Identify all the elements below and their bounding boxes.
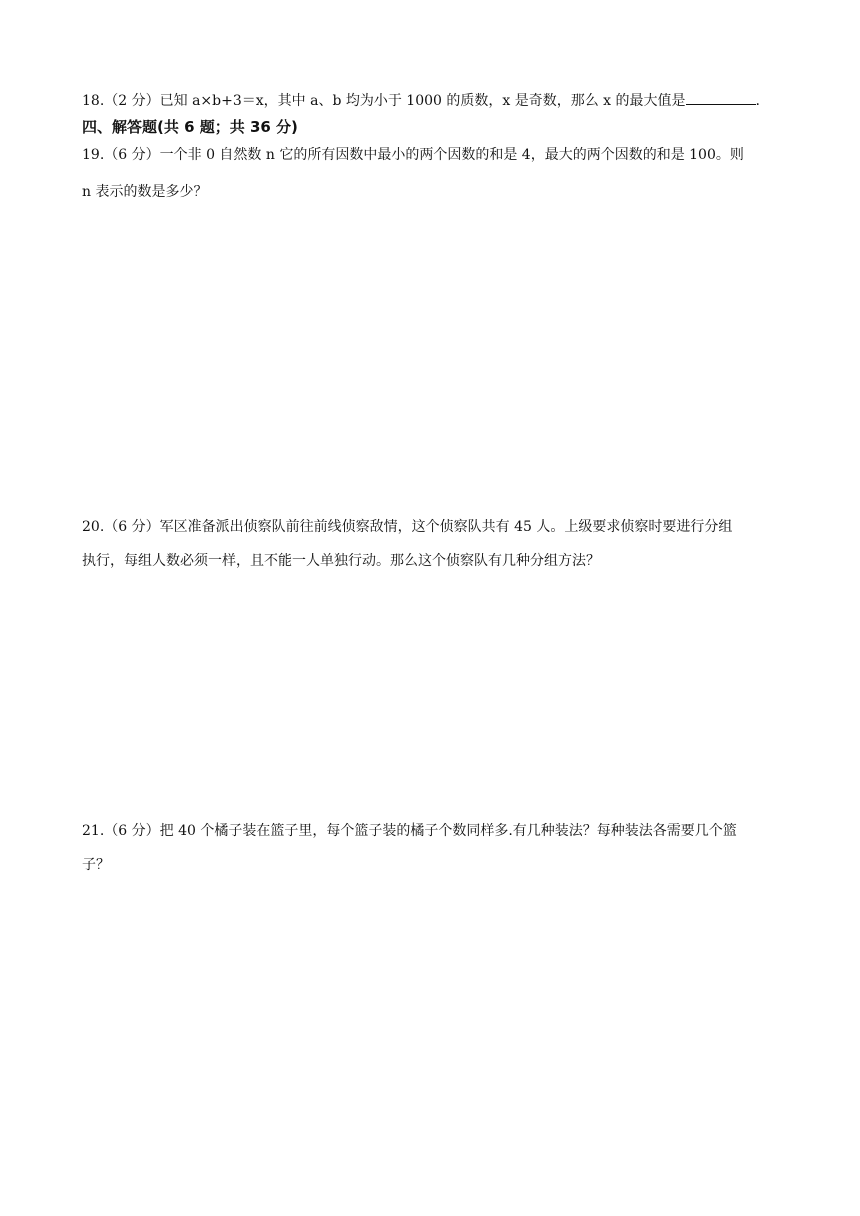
question-20-line-1: 20.（6 分）军区准备派出侦察队前往前线侦察敌情，这个侦察队共有 45 人。上级要求侦察时要进行分组 xyxy=(82,519,733,535)
question-19-line-2: n 表示的数是多少？ xyxy=(82,184,208,200)
question-18 xyxy=(82,90,782,111)
section-heading-answer-questions: 四、解答题(共 6 题；共 36 分) xyxy=(82,118,298,136)
question-20-line-2: 执行，每组人数必须一样，且不能一人单独行动。那么这个侦察队有几种分组方法？ xyxy=(82,553,600,569)
question-21-line-1: 21.（6 分）把 40 个橘子装在篮子里，每个篮子装的橘子个数同样多.有几种装法？每种装法各需要几个篮 xyxy=(82,823,737,839)
question-18-text: 18.（2 分）已知 a×b+3＝x，其中 a、b 均为小于 1000 的质数，x 是奇数，那么 x 的最大值是 xyxy=(82,93,686,109)
question-21-line-2: 子？ xyxy=(82,857,110,873)
question-18-suffix: . xyxy=(755,93,760,109)
question-19-line-1: 19.（6 分）一个非 0 自然数 n 它的所有因数中最小的两个因数的和是 4，最大的两个因数的和是 100。则 xyxy=(82,147,744,163)
answer-blank[interactable] xyxy=(686,90,756,105)
